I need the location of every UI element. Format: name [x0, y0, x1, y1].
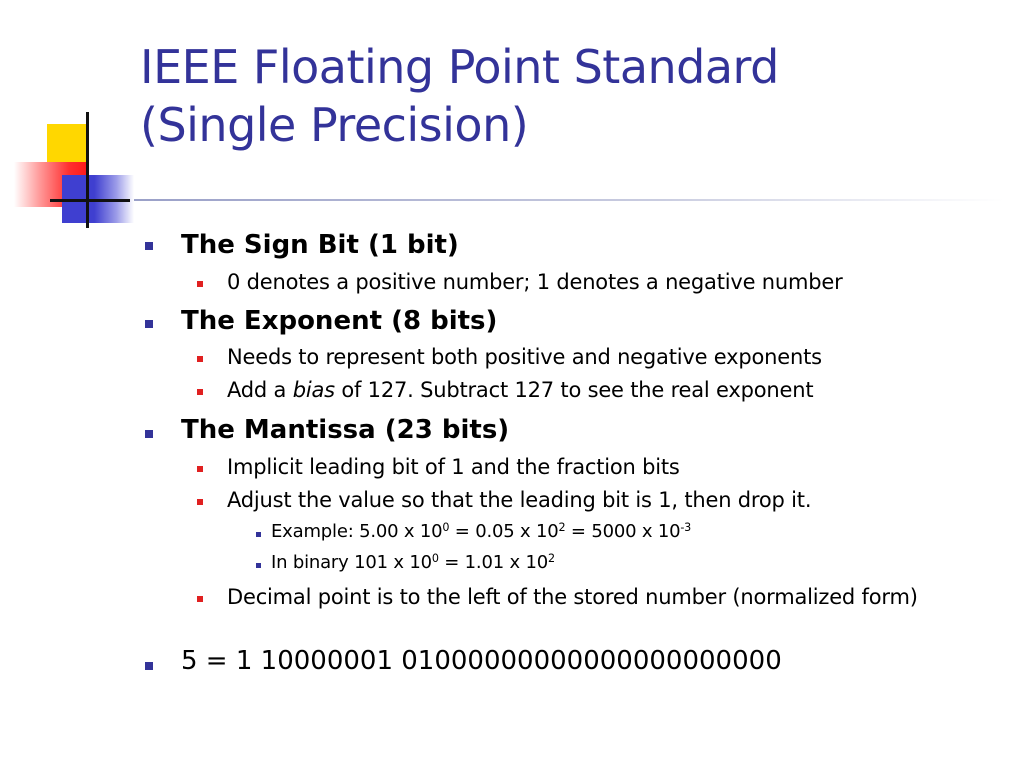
exponent-detail-1: Needs to represent both positive and negative exponents	[227, 345, 822, 369]
exponent-heading: The Exponent (8 bits)	[181, 306, 498, 336]
mantissa-detail-1: Implicit leading bit of 1 and the fraction bits	[227, 455, 680, 479]
bullet-icon	[145, 430, 153, 438]
example-1-exp-a: 0	[442, 520, 450, 534]
sub-bullet-icon	[197, 596, 203, 602]
mantissa-example-1	[271, 521, 691, 542]
bias-suffix: of 127. Subtract 127 to see the real exponent	[334, 378, 814, 402]
example-1-part-a: Example: 5.00 x 10	[271, 521, 443, 542]
sign-bit-heading: The Sign Bit (1 bit)	[181, 230, 459, 260]
example-2-part-b: = 1.01 x 10	[438, 552, 548, 573]
bias-prefix: Add a	[227, 378, 293, 402]
example-1-exp-b: 2	[558, 520, 566, 534]
example-1-exp-c: -3	[680, 520, 692, 534]
example-2-exp-a: 0	[431, 551, 439, 565]
mantissa-heading: The Mantissa (23 bits)	[181, 415, 510, 445]
example-2-part-a: In binary 101 x 10	[271, 552, 432, 573]
example-1-part-c: = 5000 x 10	[565, 521, 681, 542]
bias-term: bias	[292, 378, 335, 402]
sub-bullet-icon	[197, 281, 203, 287]
binary-result: 5 = 1 10000001 01000000000000000000000	[181, 646, 782, 676]
mantissa-detail-2: Adjust the value so that the leading bit is 1, then drop it.	[227, 488, 812, 512]
mantissa-example-2	[271, 552, 555, 573]
sub-sub-bullet-icon	[256, 563, 261, 568]
sub-bullet-icon	[197, 356, 203, 362]
sub-bullet-icon	[197, 466, 203, 472]
mantissa-detail-3: Decimal point is to the left of the stored number (normalized form)	[227, 585, 918, 609]
title-line-1: IEEE Floating Point Standard	[140, 40, 779, 94]
bullet-icon	[145, 242, 153, 250]
bullet-icon	[145, 320, 153, 328]
sub-sub-bullet-icon	[256, 532, 261, 537]
sub-bullet-icon	[197, 499, 203, 505]
bullet-icon	[145, 662, 153, 670]
sub-bullet-icon	[197, 389, 203, 395]
sign-bit-detail: 0 denotes a positive number; 1 denotes a negative number	[227, 270, 843, 294]
exponent-detail-2	[227, 378, 813, 402]
title-line-2: (Single Precision)	[140, 98, 529, 152]
example-1-part-b: = 0.05 x 10	[449, 521, 559, 542]
example-2-exp-b: 2	[547, 551, 555, 565]
